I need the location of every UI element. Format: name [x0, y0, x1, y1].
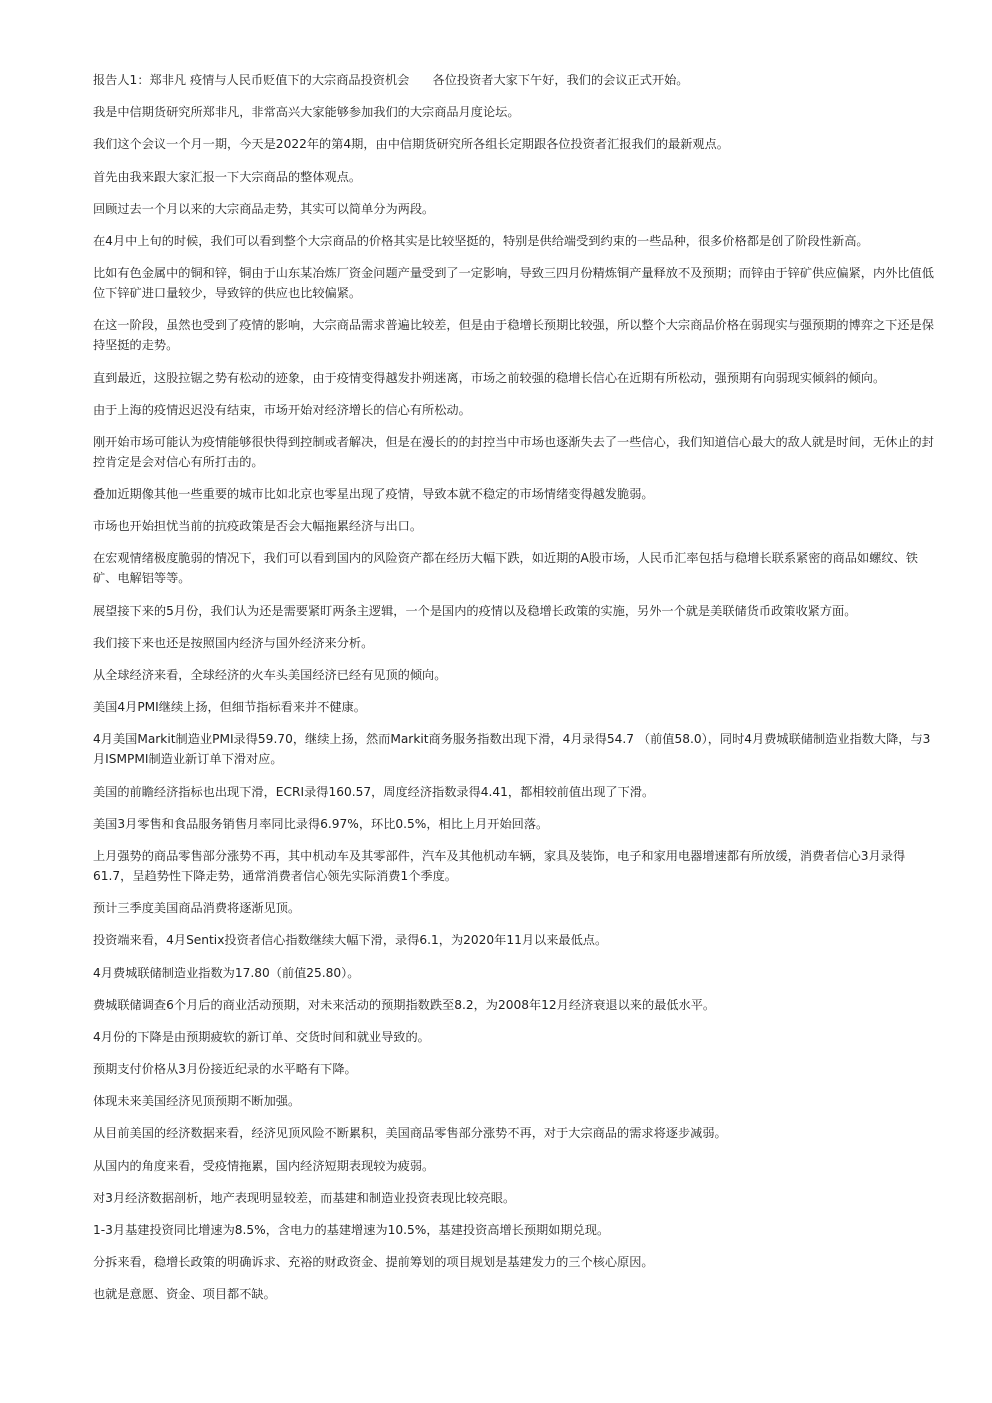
- paragraph: 我是中信期货研究所郑非凡，非常高兴大家能够参加我们的大宗商品月度论坛。: [93, 105, 520, 120]
- paragraph: 分拆来看，稳增长政策的明确诉求、充裕的财政资金、提前筹划的项目规划是基建发力的三个核心原因。: [93, 1255, 654, 1270]
- paragraph: 美国4月PMI继续上扬，但细节指标看来并不健康。: [93, 700, 366, 715]
- paragraph: 上月强势的商品零售部分涨势不再，其中机动车及其零部件，汽车及其他机动车辆，家具及装饰，电子和家用电器增速都有所放缓，消费者信心3月录得61.7，呈趋势性下降走势，通常消费者信心领先实际消费1个季度。: [93, 848, 906, 883]
- paragraph: 预计三季度美国商品消费将逐渐见顶。: [93, 901, 301, 916]
- paragraph: 4月费城联储制造业指数为17.80（前值25.80）。: [93, 965, 360, 980]
- paragraph: 美国的前瞻经济指标也出现下滑，ECRI录得160.57，周度经济指数录得4.41，都相较前值出现了下滑。: [93, 784, 655, 799]
- paragraph: 4月份的下降是由预期疲软的新订单、交货时间和就业导致的。: [93, 1029, 430, 1044]
- paragraph: 也就是意愿、资金、项目都不缺。: [93, 1287, 276, 1302]
- paragraph: 4月美国Markit制造业PMI录得59.70，继续上扬，然而Markit商务服务指数出现下滑，4月录得54.7 （前值58.0），同时4月费城联储制造业指数大降，与3月ISMPMI制造业新订单下滑对应。: [93, 732, 931, 767]
- paragraph: 费城联储调查6个月后的商业活动预期，对未来活动的预期指数跌至8.2，为2008年12月经济衰退以来的最低水平。: [93, 997, 716, 1012]
- paragraph: 首先由我来跟大家汇报一下大宗商品的整体观点。: [93, 169, 362, 184]
- paragraph: 报告人1：郑非凡 疫情与人民币贬值下的大宗商品投资机会 各位投资者大家下午好，我们的会议正式开始。: [93, 73, 689, 87]
- paragraph: 预期支付价格从3月份接近纪录的水平略有下降。: [93, 1062, 357, 1077]
- paragraph: 刚开始市场可能认为疫情能够很快得到控制或者解决，但是在漫长的的封控当中市场也逐渐失去了一些信心，我们知道信心最大的敌人就是时间，无休止的封控肯定是会对信心有所打击的。: [93, 434, 934, 469]
- paragraph: 从国内的角度来看，受疫情拖累，国内经济短期表现较为疲弱。: [93, 1158, 435, 1173]
- paragraph: 从目前美国的经济数据来看，经济见顶风险不断累积，美国商品零售部分涨势不再，对于大宗商品的需求将逐步减弱。: [93, 1126, 727, 1141]
- paragraph: 在宏观情绪极度脆弱的情况下，我们可以看到国内的风险资产都在经历大幅下跌，如近期的A股市场，人民币汇率包括与稳增长联系紧密的商品如螺纹、铁矿、电解铝等等。: [93, 551, 918, 586]
- paragraph: 比如有色金属中的铜和锌，铜由于山东某冶炼厂资金问题产量受到了一定影响，导致三四月份精炼铜产量释放不及预期；而锌由于锌矿供应偏紧，内外比值低位下锌矿进口量较少，导致锌的供应也比较偏紧。: [93, 266, 934, 301]
- paragraph: 由于上海的疫情迟迟没有结束，市场开始对经济增长的信心有所松动。: [93, 402, 471, 417]
- paragraph: 投资端来看，4月Sentix投资者信心指数继续大幅下滑，录得6.1，为2020年11月以来最低点。: [93, 933, 608, 948]
- paragraph: 从全球经济来看，全球经济的火车头美国经济已经有见顶的倾向。: [93, 668, 447, 682]
- paragraph: 展望接下来的5月份，我们认为还是需要紧盯两条主逻辑，一个是国内的疫情以及稳增长政策的实施，另外一个就是美联储货币政策收紧方面。: [93, 603, 857, 618]
- paragraph: 对3月经济数据剖析，地产表现明显较差，而基建和制造业投资表现比较亮眼。: [93, 1190, 516, 1205]
- paragraph: 直到最近，这股拉锯之势有松动的迹象，由于疫情变得越发扑朔迷离，市场之前较强的稳增长信心在近期有所松动，强预期有向弱现实倾斜的倾向。: [93, 370, 886, 385]
- paragraph: 在4月中上旬的时候，我们可以看到整个大宗商品的价格其实是比较坚挺的，特别是供给端受到约束的一些品种，很多价格都是创了阶段性新高。: [93, 233, 869, 248]
- paragraph: 叠加近期像其他一些重要的城市比如北京也零星出现了疫情，导致本就不稳定的市场情绪变得越发脆弱。: [93, 487, 654, 502]
- paragraph: 体现未来美国经济见顶预期不断加强。: [93, 1094, 301, 1109]
- paragraph: 回顾过去一个月以来的大宗商品走势，其实可以简单分为两段。: [93, 201, 435, 216]
- paragraph: 美国3月零售和食品服务销售月率同比录得6.97%，环比0.5%，相比上月开始回落。: [93, 816, 549, 831]
- paragraph: 在这一阶段，虽然也受到了疫情的影响，大宗商品需求普遍比较差，但是由于稳增长预期比较强，所以整个大宗商品价格在弱现实与强预期的博弈之下还是保持坚挺的走势。: [93, 318, 934, 353]
- paragraph: 我们这个会议一个月一期，今天是2022年的第4期，由中信期货研究所各组长定期跟各位投资者汇报我们的最新观点。: [93, 137, 729, 152]
- paragraph: 1-3月基建投资同比增速为8.5%，含电力的基建增速为10.5%，基建投资高增长预期如期兑现。: [93, 1223, 610, 1237]
- paragraph: 市场也开始担忧当前的抗疫政策是否会大幅拖累经济与出口。: [93, 519, 423, 534]
- paragraph: 我们接下来也还是按照国内经济与国外经济来分析。: [93, 635, 374, 650]
